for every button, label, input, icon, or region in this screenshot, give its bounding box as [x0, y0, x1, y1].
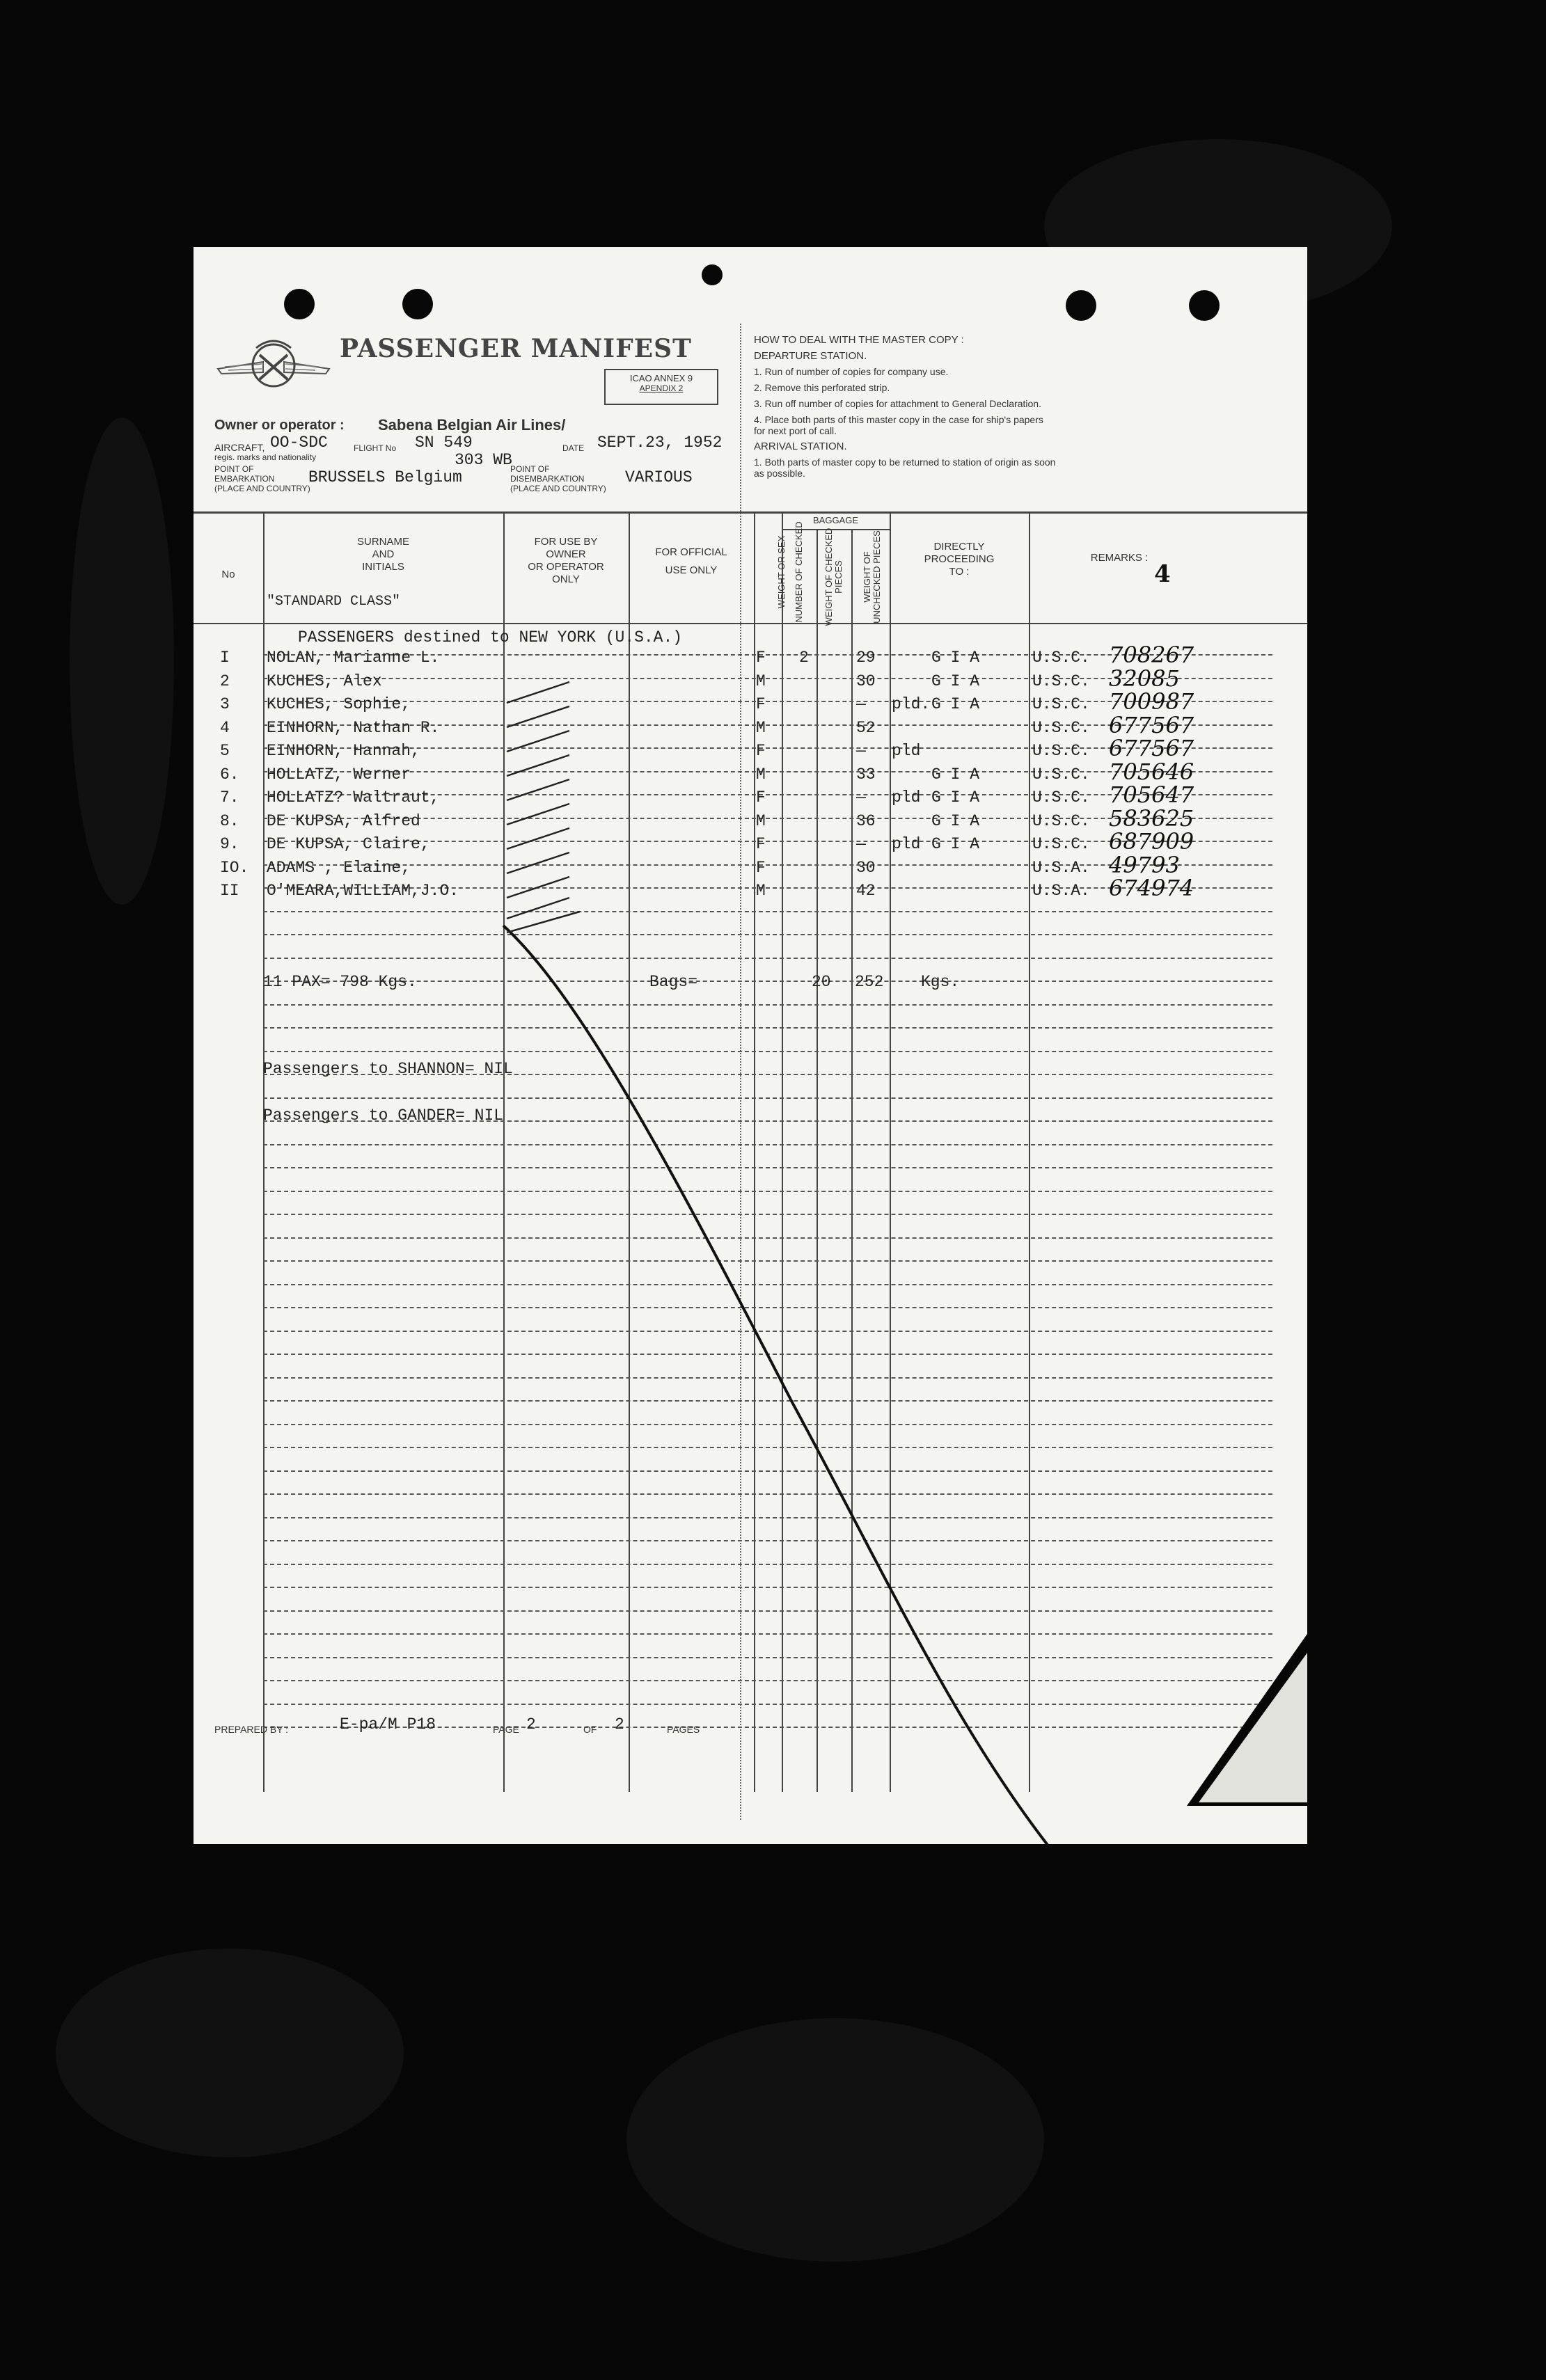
- of-label: OF: [583, 1724, 597, 1735]
- prepared-label: PREPARED BY :: [214, 1724, 289, 1735]
- passenger-weight: 42: [856, 882, 876, 900]
- passenger-name: HOLLATZ, Werner: [267, 765, 411, 784]
- passenger-remark-handwritten: 49793: [1109, 851, 1180, 878]
- passenger-name: NOLAN, Marianne L.: [267, 649, 440, 667]
- row-number: I: [220, 649, 230, 667]
- passenger-remark: U.S.C.: [1032, 718, 1090, 737]
- col-header-surname: SURNAME AND INITIALS: [356, 536, 409, 573]
- row-number: 9.: [220, 835, 239, 853]
- passenger-remark-handwritten: 677567: [1109, 735, 1194, 761]
- passenger-remark-handwritten: 32085: [1109, 665, 1180, 692]
- flight-value: SN 549: [415, 434, 473, 452]
- embark-label-2: EMBARKATION: [214, 474, 275, 484]
- passenger-sex: F: [756, 788, 766, 807]
- passenger-weight: 30: [856, 672, 876, 690]
- instructions-step-4b: for next port of call.: [754, 425, 837, 436]
- passenger-weight: 29: [856, 649, 876, 667]
- aircraft-sub: regis. marks and nationality: [214, 452, 317, 462]
- passenger-unchecked: pld: [892, 788, 921, 807]
- passenger-remark-handwritten: 705646: [1109, 758, 1194, 785]
- instructions-departure: DEPARTURE STATION.: [754, 350, 867, 362]
- passenger-destination: G I A: [931, 672, 980, 690]
- passenger-destination: G I A: [931, 811, 980, 830]
- date-value: SEPT.23, 1952: [597, 434, 723, 452]
- passenger-unchecked: pld.: [892, 695, 931, 713]
- passenger-destination: G I A: [931, 835, 980, 853]
- passenger-bags: 2: [799, 649, 809, 667]
- flight-value-2: 303 WB: [455, 451, 512, 469]
- passenger-weight: —: [856, 695, 866, 713]
- instructions-arrival: ARRIVAL STATION.: [754, 441, 847, 452]
- passenger-remark-handwritten: 708267: [1109, 642, 1194, 668]
- passenger-weight: 36: [856, 811, 876, 830]
- passenger-sex: M: [756, 765, 766, 784]
- passenger-sex: F: [756, 858, 766, 877]
- embark-label-3: (PLACE AND COUNTRY): [214, 484, 310, 493]
- row-number: 2: [220, 672, 230, 690]
- page-title: PASSENGER MANIFEST: [340, 334, 692, 363]
- instructions-step-4a: 4. Place both parts of this master copy in the case for ship's papers: [754, 414, 1043, 425]
- disembark-label-3: (PLACE AND COUNTRY): [510, 484, 606, 493]
- passenger-remark-handwritten: 674974: [1109, 875, 1194, 901]
- aircraft-value: OO-SDC: [270, 434, 328, 452]
- owner-label: Owner or operator :: [214, 418, 345, 433]
- disembark-value: VARIOUS: [625, 468, 693, 486]
- passenger-name: EINHORN, Hannah,: [267, 742, 420, 760]
- passenger-remark-handwritten: 583625: [1109, 804, 1194, 832]
- passenger-sex: M: [756, 882, 766, 900]
- passenger-remark: U.S.C.: [1032, 788, 1090, 807]
- passenger-weight: —: [856, 835, 866, 853]
- page-value: 2: [526, 1715, 536, 1734]
- col-header-remarks: REMARKS :: [1090, 552, 1149, 564]
- col-header-weight-sex: WEIGHT OR SEX: [776, 535, 787, 609]
- prepared-value: E-pa/M P18: [340, 1715, 436, 1734]
- totals-pax: 11 PAX= 798 Kgs.: [263, 973, 417, 991]
- instructions-title: HOW TO DEAL WITH THE MASTER COPY :: [754, 334, 964, 346]
- flight-label: FLIGHT No: [354, 443, 397, 453]
- passenger-name: KUCHES, Alex: [267, 672, 382, 690]
- col-header-weight-checked: WEIGHT OF CHECKED PIECES: [823, 527, 844, 626]
- disembark-label-1: POINT OF: [510, 464, 550, 474]
- col-header-official: FOR OFFICIAL USE ONLY: [655, 546, 727, 576]
- row-number: 6.: [220, 765, 239, 784]
- note-gander: Passengers to GANDER= NIL: [263, 1106, 504, 1125]
- passenger-name: O'MEARA,WILLIAM,J.O.: [267, 882, 459, 900]
- row-number: 8.: [220, 811, 239, 830]
- passenger-unchecked: pld: [892, 835, 921, 853]
- passenger-remark: U.S.A.: [1032, 858, 1090, 877]
- remarks-number: 4: [1154, 560, 1171, 588]
- passenger-sex: F: [756, 742, 766, 760]
- passenger-remark-handwritten: 677567: [1109, 711, 1194, 738]
- col-header-number-checked: NUMBER OF CHECKED: [794, 521, 804, 623]
- passenger-remark: U.S.C.: [1032, 742, 1090, 760]
- passenger-name: DE KUPSA, Claire,: [267, 835, 430, 853]
- row-number: IO.: [220, 858, 249, 877]
- passenger-weight: 33: [856, 765, 876, 784]
- note-shannon: Passengers to SHANNON= NIL: [263, 1060, 513, 1078]
- row-number: 5: [220, 742, 230, 760]
- embark-label-1: POINT OF: [214, 464, 254, 474]
- manifest-sheet: [194, 247, 1307, 1844]
- passenger-unchecked: pld: [892, 742, 921, 760]
- passenger-remark: U.S.A.: [1032, 882, 1090, 900]
- passenger-sex: M: [756, 718, 766, 737]
- passenger-destination: G I A: [931, 695, 980, 713]
- owner-value: Sabena Belgian Air Lines/: [378, 416, 566, 434]
- totals-bags-unit: Kgs.: [921, 973, 960, 991]
- passenger-remark-handwritten: 700987: [1109, 688, 1194, 715]
- instructions-step-2: 2. Remove this perforated strip.: [754, 382, 890, 393]
- passenger-weight: 30: [856, 858, 876, 877]
- totals-bags-weight: 252: [855, 973, 884, 991]
- instructions-step-5a: 1. Both parts of master copy to be returned to station of origin as soon: [754, 457, 1056, 468]
- passenger-remark-handwritten: 687909: [1109, 828, 1194, 855]
- row-number: 7.: [220, 788, 239, 807]
- passenger-destination: G I A: [931, 765, 980, 784]
- passenger-sex: F: [756, 649, 766, 667]
- col-header-no: No: [221, 569, 235, 580]
- passenger-remark-handwritten: 705647: [1109, 782, 1194, 808]
- instructions-step-3: 3. Run off number of copies for attachment to General Declaration.: [754, 398, 1041, 409]
- passenger-weight: —: [856, 788, 866, 807]
- passenger-sex: F: [756, 695, 766, 713]
- passenger-name: HOLLATZ? Waltraut,: [267, 788, 440, 807]
- passenger-sex: F: [756, 835, 766, 853]
- icao-box: ICAO ANNEX 9 APENDIX 2: [604, 369, 718, 405]
- of-value: 2: [615, 1715, 624, 1734]
- passenger-remark: U.S.C.: [1032, 672, 1090, 690]
- col-header-class: "STANDARD CLASS": [267, 594, 401, 610]
- passenger-sex: M: [756, 811, 766, 830]
- section-heading: PASSENGERS destined to NEW YORK (U.S.A.): [298, 628, 683, 646]
- passenger-sex: M: [756, 672, 766, 690]
- passenger-name: DE KUPSA, Alfred: [267, 811, 420, 830]
- passenger-weight: 52: [856, 718, 876, 737]
- disembark-label-2: DISEMBARKATION: [510, 474, 585, 484]
- cancellation-stroke: [194, 247, 1307, 1844]
- passenger-remark: U.S.C.: [1032, 835, 1090, 853]
- col-header-baggage: BAGGAGE: [812, 515, 859, 525]
- totals-bags-count: 20: [812, 973, 831, 991]
- passenger-remark: U.S.C.: [1032, 695, 1090, 713]
- page-label: PAGE: [493, 1724, 519, 1735]
- passenger-destination: G I A: [931, 649, 980, 667]
- pages-label: PAGES: [667, 1724, 700, 1735]
- passenger-remark: U.S.C.: [1032, 765, 1090, 784]
- folded-corner-flap: [1199, 1653, 1307, 1802]
- date-label: DATE: [562, 443, 585, 453]
- instructions-step-5b: as possible.: [754, 468, 805, 479]
- col-header-owner: FOR USE BY OWNER OR OPERATOR ONLY: [528, 536, 604, 585]
- embark-value: BRUSSELS Belgium: [308, 468, 462, 486]
- passenger-weight: —: [856, 742, 866, 760]
- aircraft-label: AIRCRAFT,: [214, 442, 265, 453]
- totals-bags-label: Bags=: [649, 973, 698, 991]
- instructions-step-1: 1. Run of number of copies for company use.: [754, 366, 949, 377]
- passenger-name: KUCHES, Sophie,: [267, 695, 411, 713]
- passenger-remark: U.S.C.: [1032, 811, 1090, 830]
- row-number: 4: [220, 718, 230, 737]
- row-number: II: [220, 882, 239, 900]
- col-header-directly: DIRECTLY PROCEEDING TO :: [924, 541, 995, 578]
- col-header-weight-unchecked: WEIGHT OF UNCHECKED PIECES: [862, 530, 882, 624]
- row-number: 3: [220, 695, 230, 713]
- passenger-remark: U.S.C.: [1032, 649, 1090, 667]
- passenger-destination: G I A: [931, 788, 980, 807]
- passenger-name: ADAMS , Elaine,: [267, 858, 411, 877]
- passenger-name: EINHORN, Nathan R.: [267, 718, 440, 737]
